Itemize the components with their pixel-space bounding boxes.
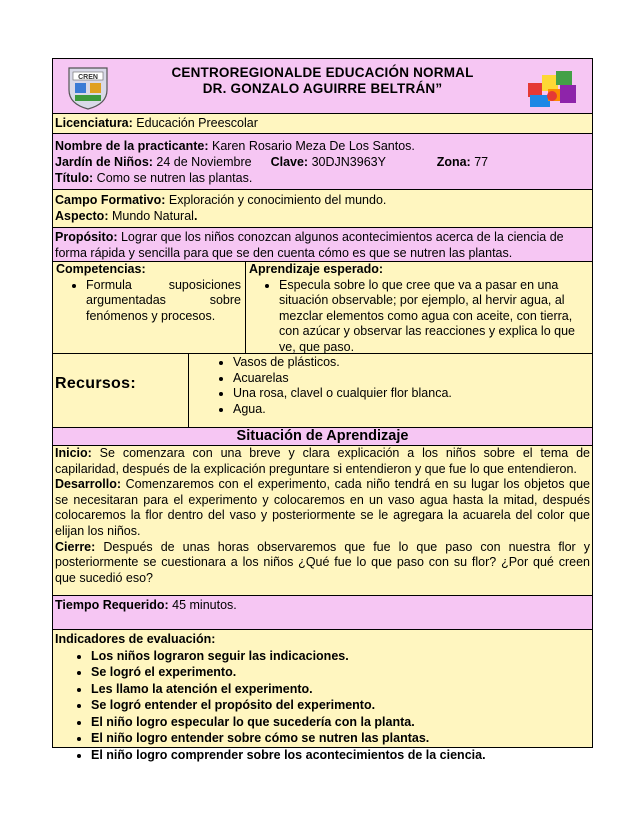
cierre-label: Cierre:	[55, 539, 96, 554]
lesson-plan-table	[52, 58, 593, 762]
practicante-row	[53, 134, 592, 190]
indicador-item: • El niño logro especular lo que sucedería con la planta.	[91, 714, 590, 731]
recursos-label-cell	[53, 354, 189, 427]
licenciatura-row	[53, 114, 592, 134]
indicador-item: • Se logró el experimento.	[91, 664, 590, 681]
recurso-item: • Acuarelas	[233, 371, 592, 387]
desarrollo-text: Comenzaremos con el experimento, cada niño tendrá en su lugar los objetos que se necesitaran para el experimento y colocaremos en un vaso agua hasta la mitad, después colocaremos la flor dentro del vaso y posteriormente se le agregara la acuarela del color que elijan los niños.	[55, 477, 590, 538]
competencias-row	[53, 262, 592, 354]
logo-left-text: CREN	[78, 74, 98, 81]
proposito-row	[53, 228, 592, 262]
indicador-item: • Se logró entender el propósito del experimento.	[91, 697, 590, 714]
practicante-value: Karen Rosario Meza De Los Santos.	[208, 139, 415, 153]
recursos-row	[53, 354, 592, 428]
licenciatura-value: Educación Preescolar	[132, 116, 258, 130]
campo-value: Exploración y conocimiento del mundo.	[165, 193, 387, 207]
situacion-row	[53, 446, 592, 596]
practicante-label: Nombre de la practicante:	[55, 139, 209, 153]
inicio-text: Se comenzara con una breve y clara explicación a los niños sobre el tema de capilaridad, después de la explicación preguntare si entendieron y que fue lo que entendieron.	[55, 446, 590, 476]
recurso-item: • Una rosa, clavel o cualquier flor blanca.	[233, 386, 592, 402]
competencias-label: Competencias:	[56, 262, 146, 276]
tiempo-label: Tiempo Requerido:	[55, 598, 169, 612]
header-row	[53, 59, 592, 114]
inicio-label: Inicio:	[55, 446, 92, 460]
indicador-item: • Los niños lograron seguir las indicaciones.	[91, 648, 590, 665]
tiempo-value: 45 minutos.	[168, 598, 237, 612]
campo-row	[53, 190, 592, 228]
indicador-item: • El niño logro comprender sobre los acontecimientos de la ciencia.	[91, 747, 590, 764]
recurso-item: • Vasos de plásticos.	[233, 355, 592, 371]
titulo-value: Como se nutren las plantas.	[93, 171, 253, 185]
desarrollo-label: Desarrollo:	[55, 477, 121, 492]
indicador-item: • Les llamo la atención el experimento.	[91, 681, 590, 698]
recurso-item: • Agua.	[233, 402, 592, 418]
jardin-value: 24 de Noviembre	[152, 155, 252, 169]
header-line-2: DR. GONZALO AGUIRRE BELTRÁN”	[202, 81, 443, 96]
situacion-title: Situación de Aprendizaje	[53, 428, 592, 446]
competencia-item: • Formula suposiciones argumentadas sobre fenómenos y procesos.	[86, 278, 241, 325]
aspecto-end: .	[193, 209, 198, 223]
indicador-item: • El niño logro entender sobre cómo se nutren las plantas.	[91, 730, 590, 747]
competencias-cell	[53, 262, 246, 353]
clave-value: 30DJN3963Y	[308, 155, 386, 169]
zona-label: Zona:	[436, 155, 471, 169]
clave-label: Clave:	[270, 155, 309, 169]
indicadores-label: Indicadores de evaluación:	[55, 632, 216, 646]
aspecto-label: Aspecto:	[55, 209, 109, 223]
titulo-label: Título:	[55, 171, 94, 185]
zona-value: 77	[470, 155, 489, 169]
proposito-label: Propósito:	[55, 230, 118, 244]
aprendizaje-label: Aprendizaje esperado:	[249, 262, 384, 276]
jardin-label: Jardín de Niños:	[55, 155, 153, 169]
toy-blocks-logo	[526, 69, 578, 109]
tiempo-row	[53, 596, 592, 630]
header-line-1: CENTROREGIONALDE EDUCACIÓN NORMAL	[171, 65, 474, 80]
campo-label: Campo Formativo:	[55, 193, 166, 207]
indicadores-row	[53, 630, 592, 762]
proposito-value: Lograr que los niños conozcan algunos acontecimientos acerca de la ciencia de forma rápida y sencilla para que se den cuenta cómo es que se nutren las plantas.	[55, 230, 564, 260]
aprendizaje-cell	[246, 262, 592, 353]
recursos-label: Recursos:	[55, 375, 136, 392]
aspecto-value: Mundo Natural	[108, 209, 194, 223]
cierre-text: Después de unas horas observaremos que fue lo que paso con nuestra flor y posteriormente se cuestionara a los niños ¿Qué fue lo que paso con su flor? ¿Por qué creen que sucedió eso?	[55, 539, 590, 585]
aprendizaje-item: • Especula sobre lo que cree que va a pasar en una situación observable; por ejemplo, al hervir agua, al mezclar elementos como agua con aceite, con tierra, con azúcar y observar las reacciones y explica lo que ve, que paso.	[279, 278, 586, 356]
recursos-list-cell	[189, 354, 592, 427]
licenciatura-label: Licenciatura:	[55, 116, 133, 130]
